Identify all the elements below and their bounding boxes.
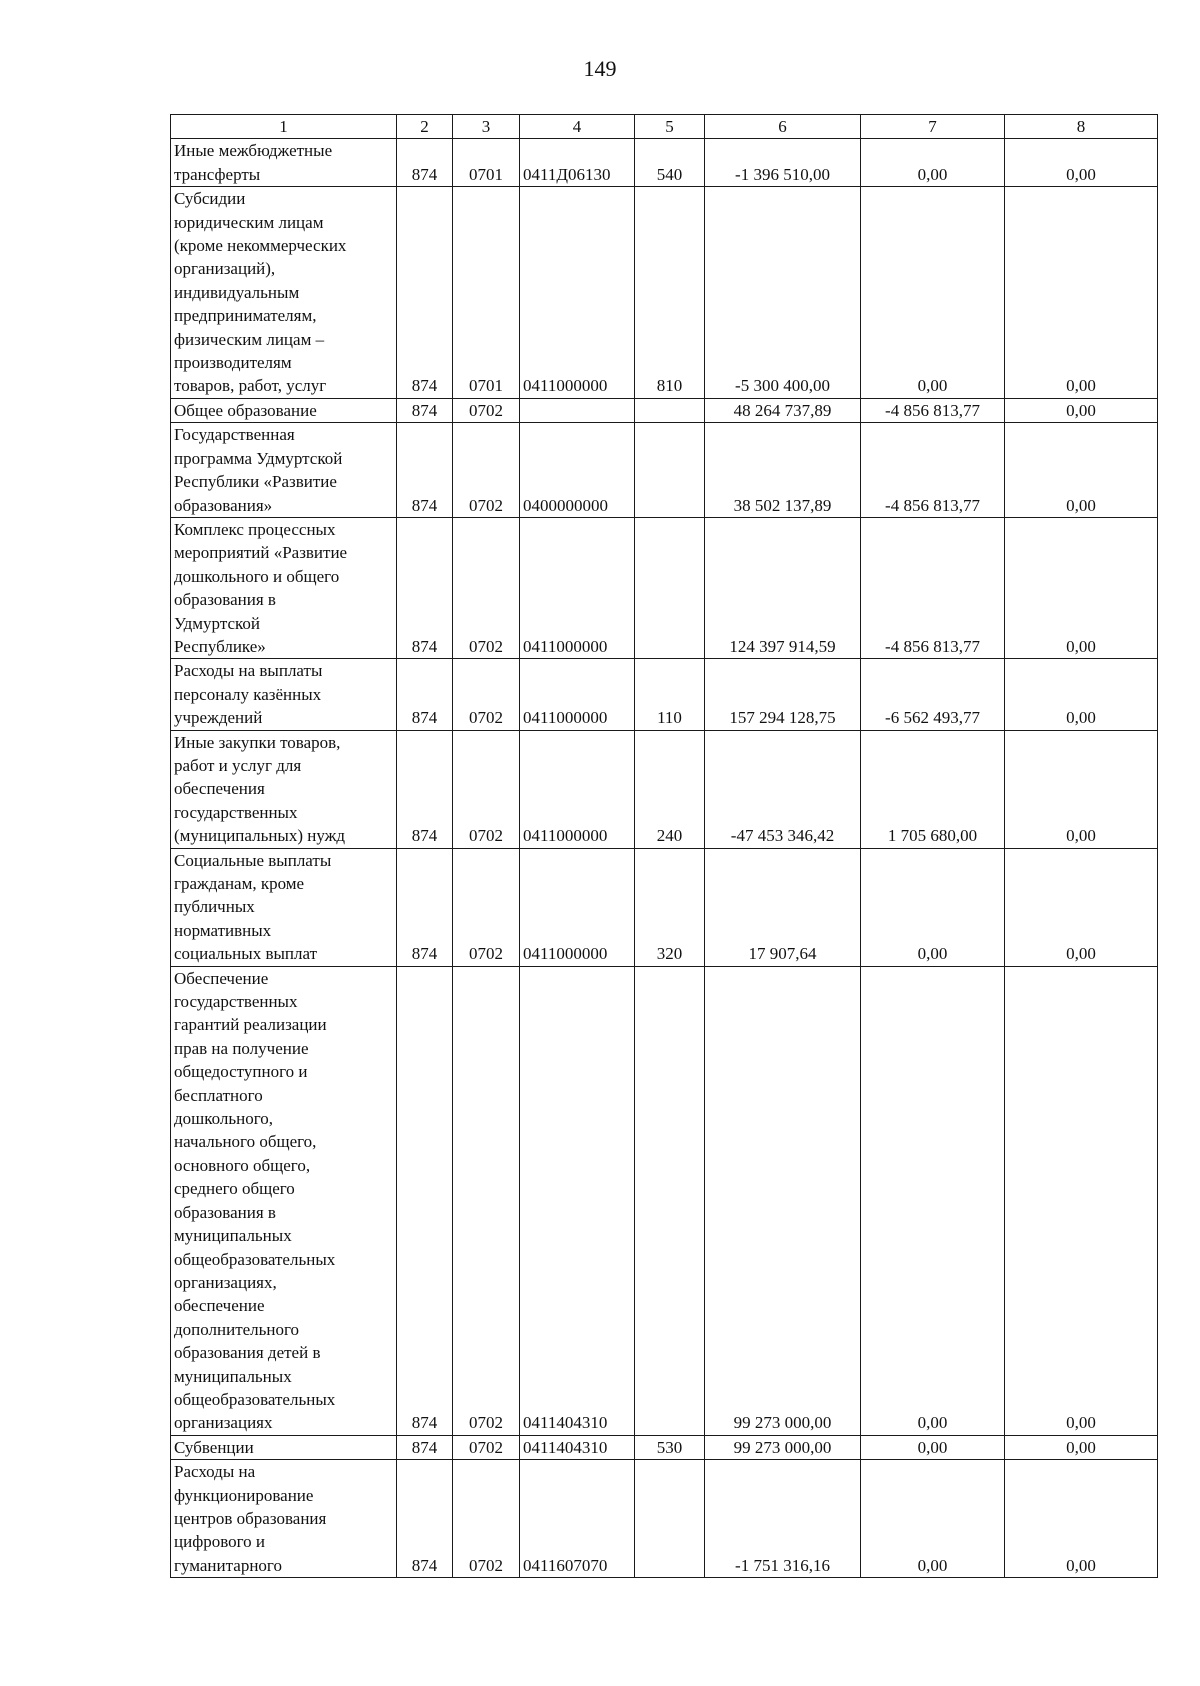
section-code: 0702 (453, 848, 520, 966)
table-row (171, 517, 1158, 658)
amount-col6: 124 397 914,59 (705, 517, 861, 658)
table-row (171, 1460, 1158, 1578)
amount-col6: -47 453 346,42 (705, 730, 861, 848)
page-number: 149 (583, 56, 617, 81)
expense-name: Иные закупки товаров, работ и услуг для обеспечения государственных (муниципальных) нужд (171, 730, 397, 848)
expense-type-code (635, 517, 705, 658)
expense-name: Субвенции (171, 1435, 397, 1459)
section-code: 0702 (453, 659, 520, 730)
table-row (171, 1435, 1158, 1459)
amount-col8: 0,00 (1005, 966, 1158, 1435)
column-header: 3 (453, 115, 520, 139)
column-header: 7 (861, 115, 1005, 139)
amount-col6: 17 907,64 (705, 848, 861, 966)
amount-col8: 0,00 (1005, 139, 1158, 187)
table-row (171, 187, 1158, 399)
expense-type-code (635, 398, 705, 422)
target-article-code: 0411000000 (520, 517, 635, 658)
section-code: 0701 (453, 187, 520, 399)
expense-name: Субсидии юридическим лицам (кроме некоммерческих организаций), индивидуальным предпринимателям, физическим лицам – производителям товаров, работ, услуг (171, 187, 397, 399)
target-article-code: 0411000000 (520, 730, 635, 848)
amount-col7: -4 856 813,77 (861, 517, 1005, 658)
expense-type-code: 540 (635, 139, 705, 187)
section-code: 0702 (453, 966, 520, 1435)
amount-col7: 0,00 (861, 966, 1005, 1435)
amount-col6: 99 273 000,00 (705, 966, 861, 1435)
expense-name: Общее образование (171, 398, 397, 422)
amount-col8: 0,00 (1005, 1435, 1158, 1459)
amount-col7: -6 562 493,77 (861, 659, 1005, 730)
expense-name: Государственная программа Удмуртской Республики «Развитие образования» (171, 423, 397, 518)
target-article-code: 0411607070 (520, 1460, 635, 1578)
table-row (171, 730, 1158, 848)
target-article-code: 0411Д06130 (520, 139, 635, 187)
section-code: 0702 (453, 1460, 520, 1578)
amount-col7: 1 705 680,00 (861, 730, 1005, 848)
expense-type-code: 320 (635, 848, 705, 966)
expense-name: Расходы на выплаты персоналу казённых учреждений (171, 659, 397, 730)
section-code: 0701 (453, 139, 520, 187)
ministry-code: 874 (397, 187, 453, 399)
amount-col6: 38 502 137,89 (705, 423, 861, 518)
ministry-code: 874 (397, 1435, 453, 1459)
expense-type-code: 240 (635, 730, 705, 848)
amount-col7: 0,00 (861, 139, 1005, 187)
expense-name: Комплекс процессных мероприятий «Развитие дошкольного и общего образования в Удмуртской Республике» (171, 517, 397, 658)
ministry-code: 874 (397, 1460, 453, 1578)
amount-col8: 0,00 (1005, 659, 1158, 730)
column-header: 8 (1005, 115, 1158, 139)
target-article-code: 0400000000 (520, 423, 635, 518)
target-article-code: 0411000000 (520, 659, 635, 730)
amount-col7: -4 856 813,77 (861, 423, 1005, 518)
table-row (171, 398, 1158, 422)
amount-col7: 0,00 (861, 187, 1005, 399)
target-article-code: 0411404310 (520, 1435, 635, 1459)
section-code: 0702 (453, 1435, 520, 1459)
target-article-code: 0411404310 (520, 966, 635, 1435)
amount-col6: -1 396 510,00 (705, 139, 861, 187)
table-row (171, 966, 1158, 1435)
table-row (171, 848, 1158, 966)
amount-col8: 0,00 (1005, 730, 1158, 848)
table-row (171, 139, 1158, 187)
ministry-code: 874 (397, 659, 453, 730)
expense-type-code: 110 (635, 659, 705, 730)
amount-col7: 0,00 (861, 1435, 1005, 1459)
column-header: 2 (397, 115, 453, 139)
expense-name: Расходы на функционирование центров образования цифрового и гуманитарного (171, 1460, 397, 1578)
ministry-code: 874 (397, 398, 453, 422)
expense-type-code (635, 423, 705, 518)
column-header: 5 (635, 115, 705, 139)
table-row (171, 423, 1158, 518)
ministry-code: 874 (397, 423, 453, 518)
expense-type-code (635, 1460, 705, 1578)
column-header: 6 (705, 115, 861, 139)
table-row (171, 659, 1158, 730)
amount-col6: -1 751 316,16 (705, 1460, 861, 1578)
table-header-row (171, 115, 1158, 139)
amount-col6: 157 294 128,75 (705, 659, 861, 730)
budget-table (170, 114, 1158, 1578)
amount-col8: 0,00 (1005, 1460, 1158, 1578)
ministry-code: 874 (397, 139, 453, 187)
amount-col8: 0,00 (1005, 187, 1158, 399)
section-code: 0702 (453, 730, 520, 848)
column-header: 4 (520, 115, 635, 139)
target-article-code (520, 398, 635, 422)
expense-type-code: 530 (635, 1435, 705, 1459)
target-article-code: 0411000000 (520, 187, 635, 399)
expense-name: Обеспечение государственных гарантий реализации прав на получение общедоступного и бесплатного дошкольного, начального общего, основного общего, среднего общего образования в муниципальных общеобразовательных организациях, обеспечение дополнительного образования детей в муниципальных общеобразовательных организациях (171, 966, 397, 1435)
amount-col8: 0,00 (1005, 848, 1158, 966)
section-code: 0702 (453, 423, 520, 518)
ministry-code: 874 (397, 966, 453, 1435)
expense-name: Социальные выплаты гражданам, кроме публичных нормативных социальных выплат (171, 848, 397, 966)
expense-type-code (635, 966, 705, 1435)
section-code: 0702 (453, 398, 520, 422)
ministry-code: 874 (397, 848, 453, 966)
column-header: 1 (171, 115, 397, 139)
amount-col6: 99 273 000,00 (705, 1435, 861, 1459)
amount-col7: -4 856 813,77 (861, 398, 1005, 422)
ministry-code: 874 (397, 517, 453, 658)
amount-col8: 0,00 (1005, 398, 1158, 422)
expense-name: Иные межбюджетные трансферты (171, 139, 397, 187)
amount-col6: -5 300 400,00 (705, 187, 861, 399)
amount-col8: 0,00 (1005, 517, 1158, 658)
amount-col7: 0,00 (861, 848, 1005, 966)
expense-type-code: 810 (635, 187, 705, 399)
amount-col7: 0,00 (861, 1460, 1005, 1578)
ministry-code: 874 (397, 730, 453, 848)
amount-col6: 48 264 737,89 (705, 398, 861, 422)
section-code: 0702 (453, 517, 520, 658)
target-article-code: 0411000000 (520, 848, 635, 966)
amount-col8: 0,00 (1005, 423, 1158, 518)
